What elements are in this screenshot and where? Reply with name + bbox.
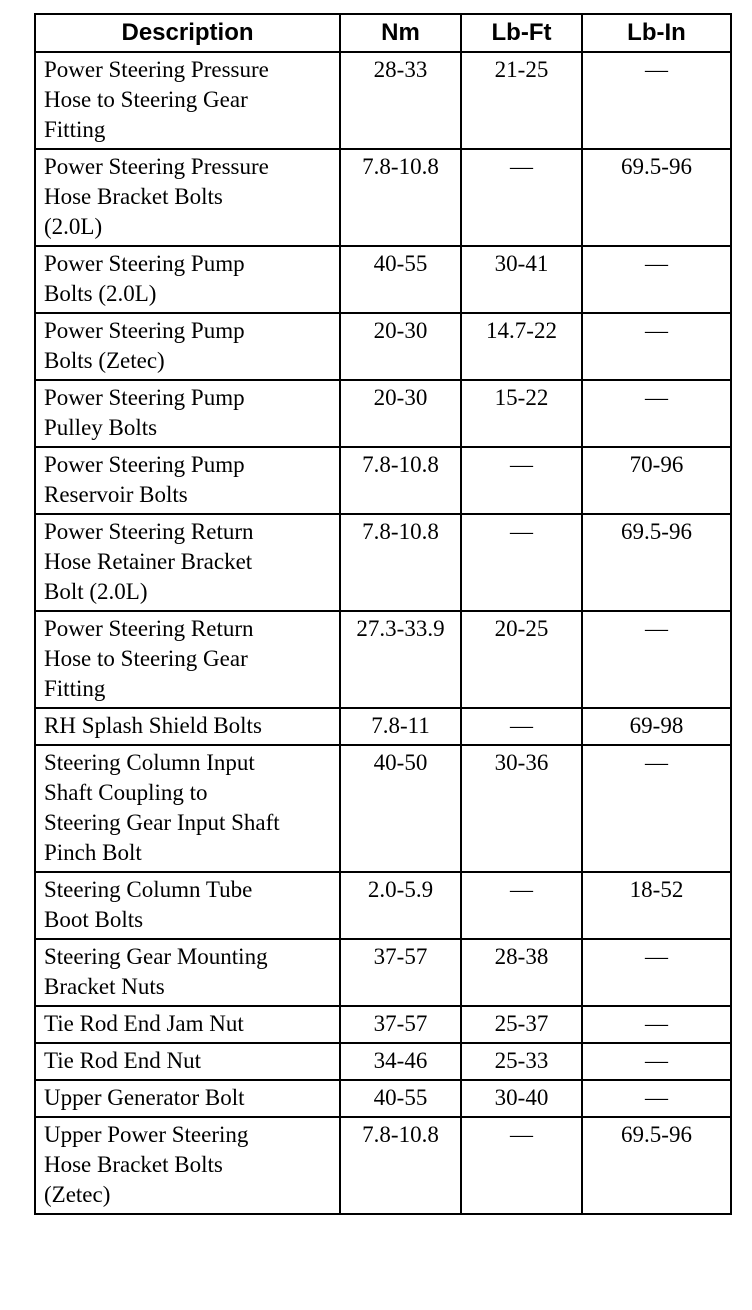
lb-ft-cell: — [461, 1117, 582, 1214]
description-cell: Power Steering Pump Bolts (2.0L) [35, 246, 340, 313]
header-lb-ft: Lb-Ft [461, 14, 582, 52]
table-row [35, 939, 731, 1006]
description-cell: Steering Column Tube Boot Bolts [35, 872, 340, 939]
nm-cell: 7.8-10.8 [340, 149, 461, 246]
table-row [35, 149, 731, 246]
table-body [35, 52, 731, 1214]
nm-cell: 27.3-33.9 [340, 611, 461, 708]
lb-in-cell: — [582, 611, 731, 708]
description-cell: Power Steering Return Hose to Steering Gear Fitting [35, 611, 340, 708]
lb-in-cell: 69-98 [582, 708, 731, 745]
nm-cell: 7.8-11 [340, 708, 461, 745]
nm-cell: 20-30 [340, 313, 461, 380]
table-row [35, 1080, 731, 1117]
lb-ft-cell: 25-37 [461, 1006, 582, 1043]
header-lb-in: Lb-In [582, 14, 731, 52]
table-row [35, 745, 731, 872]
lb-ft-cell: 30-36 [461, 745, 582, 872]
description-cell: Power Steering Pump Bolts (Zetec) [35, 313, 340, 380]
table-row [35, 872, 731, 939]
table-row [35, 447, 731, 514]
lb-ft-cell: 15-22 [461, 380, 582, 447]
lb-in-cell: — [582, 1080, 731, 1117]
description-cell: Upper Power Steering Hose Bracket Bolts (Zetec) [35, 1117, 340, 1214]
lb-ft-cell: — [461, 149, 582, 246]
nm-cell: 20-30 [340, 380, 461, 447]
description-cell: Power Steering Pressure Hose Bracket Bolts (2.0L) [35, 149, 340, 246]
lb-in-cell: — [582, 246, 731, 313]
lb-in-cell: — [582, 1043, 731, 1080]
lb-in-cell: — [582, 745, 731, 872]
table-row [35, 611, 731, 708]
lb-in-cell: — [582, 313, 731, 380]
torque-specification-table [34, 13, 732, 1215]
description-cell: Power Steering Pressure Hose to Steering Gear Fitting [35, 52, 340, 149]
lb-in-cell: 18-52 [582, 872, 731, 939]
description-cell: Steering Column Input Shaft Coupling to Steering Gear Input Shaft Pinch Bolt [35, 745, 340, 872]
nm-cell: 37-57 [340, 1006, 461, 1043]
lb-ft-cell: 30-40 [461, 1080, 582, 1117]
nm-cell: 37-57 [340, 939, 461, 1006]
lb-in-cell: — [582, 52, 731, 149]
lb-ft-cell: — [461, 447, 582, 514]
lb-in-cell: 70-96 [582, 447, 731, 514]
table-row [35, 1006, 731, 1043]
description-cell: Power Steering Pump Reservoir Bolts [35, 447, 340, 514]
description-cell: Power Steering Pump Pulley Bolts [35, 380, 340, 447]
header-nm: Nm [340, 14, 461, 52]
nm-cell: 7.8-10.8 [340, 514, 461, 611]
description-cell: Tie Rod End Nut [35, 1043, 340, 1080]
lb-ft-cell: 14.7-22 [461, 313, 582, 380]
nm-cell: 34-46 [340, 1043, 461, 1080]
lb-ft-cell: — [461, 708, 582, 745]
description-cell: Power Steering Return Hose Retainer Bracket Bolt (2.0L) [35, 514, 340, 611]
table-row [35, 313, 731, 380]
lb-ft-cell: 25-33 [461, 1043, 582, 1080]
lb-in-cell: — [582, 939, 731, 1006]
lb-ft-cell: — [461, 872, 582, 939]
lb-ft-cell: 30-41 [461, 246, 582, 313]
description-cell: Steering Gear Mounting Bracket Nuts [35, 939, 340, 1006]
lb-in-cell: — [582, 380, 731, 447]
table-row [35, 1117, 731, 1214]
nm-cell: 40-55 [340, 1080, 461, 1117]
lb-in-cell: 69.5-96 [582, 1117, 731, 1214]
lb-ft-cell: — [461, 514, 582, 611]
lb-ft-cell: 21-25 [461, 52, 582, 149]
nm-cell: 7.8-10.8 [340, 447, 461, 514]
nm-cell: 28-33 [340, 52, 461, 149]
description-cell: Tie Rod End Jam Nut [35, 1006, 340, 1043]
table-row [35, 246, 731, 313]
description-cell: Upper Generator Bolt [35, 1080, 340, 1117]
table-row [35, 514, 731, 611]
table-row [35, 380, 731, 447]
nm-cell: 7.8-10.8 [340, 1117, 461, 1214]
nm-cell: 40-50 [340, 745, 461, 872]
nm-cell: 2.0-5.9 [340, 872, 461, 939]
table-row [35, 1043, 731, 1080]
lb-in-cell: 69.5-96 [582, 514, 731, 611]
lb-in-cell: 69.5-96 [582, 149, 731, 246]
table-row [35, 52, 731, 149]
lb-in-cell: — [582, 1006, 731, 1043]
header-description: Description [35, 14, 340, 52]
table-header-row [35, 14, 731, 52]
table-row [35, 708, 731, 745]
lb-ft-cell: 20-25 [461, 611, 582, 708]
nm-cell: 40-55 [340, 246, 461, 313]
description-cell: RH Splash Shield Bolts [35, 708, 340, 745]
lb-ft-cell: 28-38 [461, 939, 582, 1006]
